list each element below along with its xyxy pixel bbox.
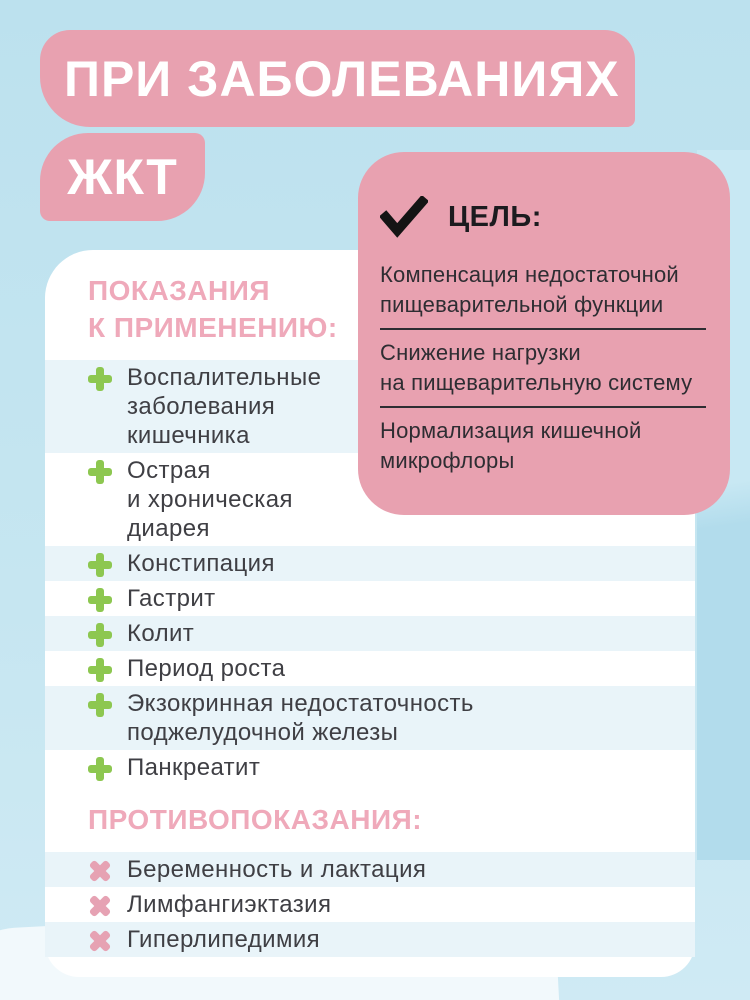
- cross-icon: [83, 854, 117, 888]
- indication-list-item: [45, 686, 695, 750]
- goal-heading: ЦЕЛЬ:: [448, 200, 542, 233]
- contraindication-list-item: [45, 887, 695, 922]
- goal-item-text: Нормализация кишечной микрофлоры: [380, 418, 642, 473]
- page-title-line2: ЖКТ: [67, 149, 178, 205]
- cross-icon: [83, 924, 117, 958]
- indication-item-text: Период роста: [127, 655, 286, 682]
- contraindication-list-item: [45, 922, 695, 957]
- plus-icon: [88, 367, 112, 391]
- contraindications-heading: ПРОТИВОПОКАЗАНИЯ:: [88, 804, 423, 835]
- title-badge-primary: [40, 30, 635, 127]
- indication-item-text: Экзокринная недостаточность поджелудочной железы: [127, 690, 474, 746]
- indication-list-item: [45, 651, 695, 686]
- title-badge-secondary: [40, 133, 205, 221]
- indications-heading: ПОКАЗАНИЯ К ПРИМЕНЕНИЮ:: [88, 275, 338, 343]
- plus-icon: [88, 757, 112, 781]
- goal-card: [358, 152, 730, 515]
- contraindication-item-text: Беременность и лактация: [127, 856, 427, 883]
- plus-icon: [88, 658, 112, 682]
- contraindication-list-item: [45, 852, 695, 887]
- plus-icon: [88, 588, 112, 612]
- indication-item-text: Констипация: [127, 550, 275, 577]
- indication-list-item: [45, 546, 695, 581]
- indication-item-text: Гастрит: [127, 585, 216, 612]
- contraindications-list: [45, 852, 695, 957]
- checkmark-icon: [380, 196, 428, 238]
- goal-card-header: [380, 196, 706, 238]
- plus-icon: [88, 460, 112, 484]
- plus-icon: [88, 553, 112, 577]
- indication-list-item: [45, 750, 695, 785]
- plus-icon: [88, 693, 112, 717]
- indication-item-text: Острая и хроническая диарея: [127, 457, 293, 542]
- indication-item-text: Колит: [127, 620, 195, 647]
- indication-item-text: Панкреатит: [127, 754, 261, 781]
- indication-item-text: Воспалительные заболевания кишечника: [127, 364, 322, 449]
- goal-item-text: Снижение нагрузки на пищеварительную систему: [380, 338, 706, 408]
- contraindication-item-text: Гиперлипедимия: [127, 926, 321, 953]
- goal-item-text: Компенсация недостаточной пищеварительной функции: [380, 260, 706, 330]
- contraindication-item-text: Лимфангиэктазия: [127, 891, 332, 918]
- cross-icon: [83, 889, 117, 923]
- indication-list-item: [45, 581, 695, 616]
- plus-icon: [88, 623, 112, 647]
- goal-items-list: [380, 260, 706, 484]
- page-title-line1: ПРИ ЗАБОЛЕВАНИЯХ: [64, 50, 620, 107]
- indication-list-item: [45, 616, 695, 651]
